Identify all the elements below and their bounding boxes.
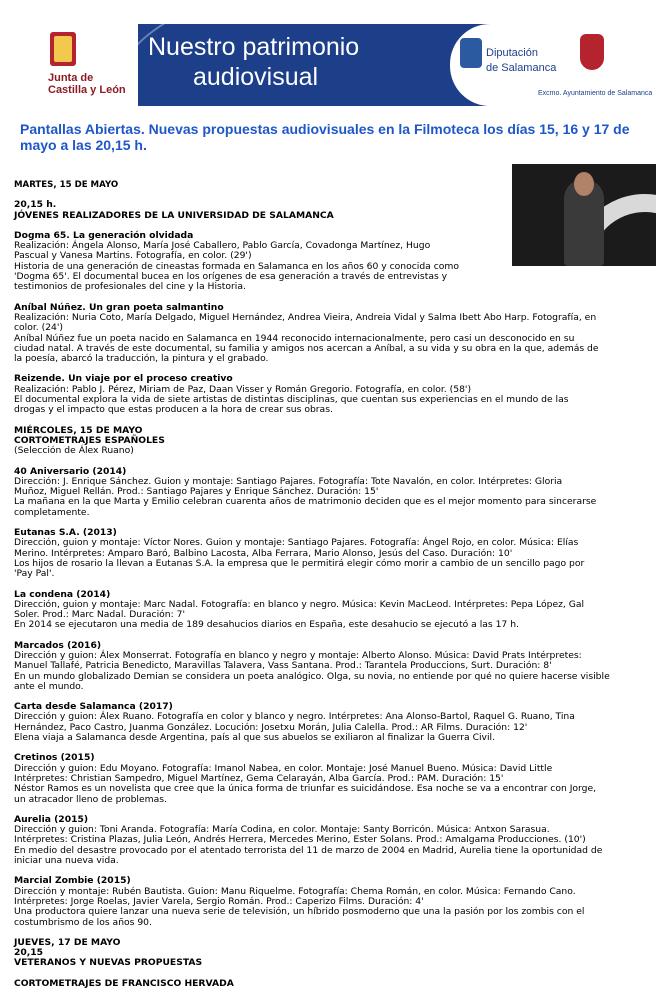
program-item: Reizende. Un viaje por el proceso creativo Realización: Pablo J. Pérez, Miriam de Paz, Daan Visser y Román Gregorio. Fotografía, en color. (58') El documental explora la vida de siete artistas de distintas disciplinas, que cuentan sus experiencias en el mundo de las drogas y el impacto que estas producen a la hora de crear sus obras.: [14, 373, 569, 416]
day2-section: CORTOMETRAJES ESPAÑOLES: [14, 434, 165, 446]
banner-title: Nuestro patrimonio audiovisual: [148, 33, 360, 91]
day1-time: 20,15 h.: [14, 199, 57, 211]
ayuntamiento-crest-icon: [580, 34, 604, 70]
program-item: Carta desde Salamanca (2017) Dirección y guion: Álex Ruano. Fotografía en color y blanco y negro. Intérpretes: Ana Alonso-Bartol, Raquel G. Ruano, Tina Hernández, Paco Castro, Juanma González. Locución: Josetxu Morán, Julia Calella. Prod.: AR Films. Duración: 12' Elena viaja a Salamanca desde Argentina, país al que sus abuelos se exiliaron al finalizar la Guerra Civil.: [14, 701, 575, 744]
diputacion-crest-icon: [460, 38, 482, 68]
article-headline: Pantallas Abiertas. Nuevas propuestas audiovisuales en la Filmoteca los días 15, 16 y 17 de mayo a las 20,15 h.: [20, 121, 630, 153]
program-item: Cretinos (2015) Dirección y guion: Edu Moyano. Fotografía: Imanol Nabea, en color. Montaje: José Manuel Bueno. Música: David Little Intérpretes: Christian Sampedro, Miguel Martínez, Gema Celarayán, Alba García. Prod.: PAM. Duración: 15' Néstor Ramos es un novelista que cree que la única forma de triunfar es suicidándose. Esa noche se va a encontrar con Jorge, un atracador lleno de problemas.: [14, 752, 597, 805]
diputacion-logo-text: Diputación de Salamanca: [486, 47, 557, 74]
article-body: [14, 180, 654, 989]
program-item: Aníbal Núñez. Un gran poeta salmantino Realización: Nuria Coto, María Delgado, Miguel Hernández, Andrea Vieira, Andreia Vidal y Salma Ibett Abo Harp. Fotografía, en color. (24') Aníbal Núñez fue un poeta nacido en Salamanca en 1944 reconocido internacionalmente, pero casi un desconocido en su ciudad natal. A través de este documental, su familia y amigos nos acercan a Aníbal, a su vida y su obra en la que, además de la poesía, abarcó la traducción, la pintura y el grabado.: [14, 301, 599, 365]
ayuntamiento-logo-text: Excmo. Ayuntamiento de Salamanca: [538, 90, 653, 97]
day3-section: VETERANOS Y NUEVAS PROPUESTAS: [14, 957, 203, 969]
program-item: 40 Aniversario (2014) Dirección: J. Enrique Sánchez. Guion y montaje: Santiago Pajares. Fotografía: Tote Navalón, en color. Intérpretes: Gloria Muñoz, Miguel Rellán. Prod.: Santiago Pajares y Enrique Sánchez. Duración: 15' La mañana en la que Marta y Emilio celebran cuarenta años de matrimonio deciden que es el mejor momento para sincerarse completamente.: [14, 465, 597, 518]
day3-date: JUEVES, 17 DE MAYO: [14, 936, 121, 948]
program-item: La condena (2014) Dirección, guion y montaje: Marc Nadal. Fotografía: en blanco y negro. Música: Kevin MacLeod. Intérpretes: Pepa López, Gal Soler. Prod.: Marc Nadal. Duración: 7' En 2014 se ejecutaron una media de 189 desahucios diarios en España, este desahucio se ejecutó a las 17 h.: [14, 588, 585, 631]
program-item: Aurelia (2015) Dirección y guion: Toni Aranda. Fotografía: María Codina, en color. Montaje: Santy Borricón. Música: Antxon Sarasua. Intérpretes: Cristina Plazas, Julia León, Andrés Herrera, Mercedes Merino, Ester Solans. Prod.: Amalgama Producciones. (10') En medio del desastre provocado por el atentado terrorista del 11 de marzo de 2004 en Madrid, Aurelia tiene la oportunidad de iniciar una nueva vida.: [14, 813, 603, 867]
day3-time: 20,15: [14, 947, 44, 959]
day2-date: MIÉRCOLES, 15 DE MAYO: [14, 424, 143, 436]
program-item: Marcial Zombie (2015) Dirección y montaje: Rubén Bautista. Guion: Manu Riquelme. Fotografía: Chema Román, en color. Música: Fernando Cano. Intérpretes: Jorge Roelas, Javier Varela, Sergio Román. Prod.: Caperizo Films. Duración: 4' Una productora quiere lanzar una nueva serie de televisión, un híbrido posmoderno que una la pasión por los zombis con el costumbrismo de los años 90.: [14, 875, 585, 928]
jcyl-crest-icon: [50, 32, 76, 66]
day2-selection: (Selección de Álex Ruano): [14, 445, 134, 457]
program-item: Eutanas S.A. (2013) Dirección, guion y montaje: Víctor Nores. Guion y montaje: Santiago Pajares. Fotografía: Ángel Rojo, en color. Música: Elías Merino. Intérpretes: Amparo Baró, Balbino Lacosta, Alba Ferrara, Mario Alonso, Jesús del Caso. Duración: 10' Los hijos de rosario la llevan a Eutanas S.A. la empresa que le permitirá elegir cómo morir a cambio de un sencillo pago por 'Pay Pal'.: [14, 527, 585, 580]
header-banner: [20, 24, 656, 106]
day3-subsection: CORTOMETRAJES DE FRANCISCO HERVADA: [14, 977, 234, 989]
day1-section: JÓVENES REALIZADORES DE LA UNIVERSIDAD DE SALAMANCA: [14, 209, 334, 221]
day1-date: MARTES, 15 DE MAYO: [14, 180, 119, 190]
jcyl-logo-text: Junta de Castilla y León: [48, 72, 126, 96]
program-item: Marcados (2016) Dirección y guion: Álex Monserrat. Fotografía en blanco y negro y montaje: Alberto Alonso. Música: David Prats Intérpretes: Manuel Tallafé, Patricia Benedicto, Maravillas Talavera, Vass Santana. Prod.: Tarantela Produccions, Surt. Duración: 8' En un mundo globalizado Demian se considera un poeta analógico. Olga, su novia, no entiende por qué no quiere hacerse visible ante el mundo.: [14, 639, 610, 692]
program-item: Dogma 65. La generación olvidada Realización: Ángela Alonso, María José Caballero, Pablo García, Covadonga Martínez, Hugo Pascual y Vanesa Martins. Fotografía, en color. (29') Historia de una generación de cineastas formada en Salamanca en los años 60 y conocida como 'Dogma 65'. El documental bucea en los orígenes de esa generación a través de entrevistas y testimonios de profesionales del cine y la Historia.: [14, 229, 459, 293]
